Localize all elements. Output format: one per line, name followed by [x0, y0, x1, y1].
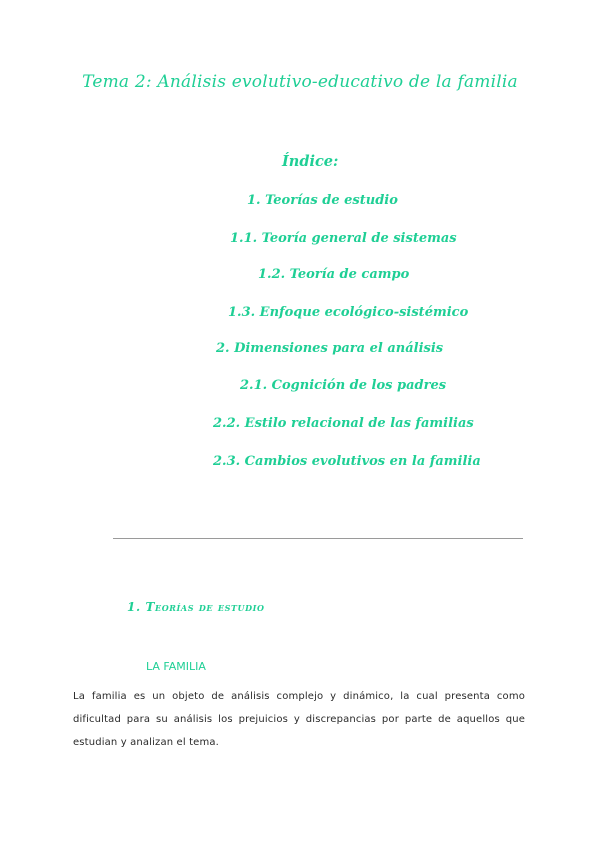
index-item-2-1: 2.1. Cognición de los padres — [240, 378, 447, 393]
index-item-2-3: 2.3. Cambios evolutivos en la familia — [213, 454, 481, 469]
index-item-1: 1. Teorías de estudio — [247, 193, 398, 208]
index-item-2-2: 2.2. Estilo relacional de las familias — [213, 416, 474, 431]
section-heading: 1. Teorías de estudio — [127, 600, 265, 614]
index-item-1-2: 1.2. Teoría de campo — [258, 267, 410, 282]
document-title: Tema 2: Análisis evolutivo-educativo de la familia — [82, 72, 518, 92]
index-heading: Índice: — [282, 153, 339, 170]
index-item-1-1: 1.1. Teoría general de sistemas — [230, 231, 457, 246]
section-paragraph: La familia es un objeto de análisis complejo y dinámico, la cual presenta como dificultad para su análisis los prejuicios y discrepancias por parte de aquellos que estudian y analizan el tema. — [73, 691, 525, 748]
section-subheading: LA FAMILIA — [146, 660, 206, 673]
section-divider — [113, 538, 523, 539]
index-item-2: 2. Dimensiones para el análisis — [216, 341, 444, 356]
index-item-1-3: 1.3. Enfoque ecológico-sistémico — [228, 305, 469, 320]
